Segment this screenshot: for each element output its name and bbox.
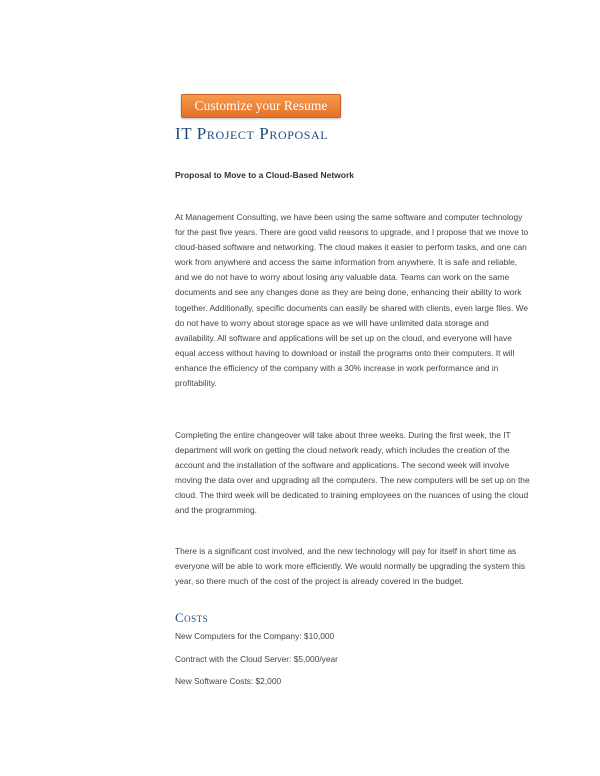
paragraph-intro: At Management Consulting, we have been using the same software and computer technology for the past five years. There are good valid reasons to upgrade, and I propose that we move to cloud-based software and networking. The cloud makes it easier to perform tasks, and one can work from anywhere and access the same information from anywhere. It is safe and reliable, and we do not have to worry about losing any valuable data. Teams can work on the same documents and see any changes done as they are being done, enhancing their ability to work together. Additionally, specific documents can easily be shared with clients, even large files. We do not have to worry about storage space as we will have unlimited data storage and availability. All software and applications will be set up on the cloud, and everyone will have equal access without having to download or install the programs onto their computers. It will enhance the efficiency of the company with a 30% increase in work performance and in profitability. bbox=[175, 212, 529, 389]
cost-item-computers: New Computers for the Company: $10,000 bbox=[175, 631, 335, 641]
page-title: IT Project Proposal bbox=[175, 124, 329, 143]
paragraph-timeline: Completing the entire changeover will take about three weeks. During the first week, the IT department will work on getting the cloud network ready, which includes the creation of the account and the installation of the software and applications. The second week will involve moving the data over and upgrading all the computers. The new computers will be set up on the cloud. The third week will be dedicated to training employees on the nuances of using the cloud and the programming. bbox=[175, 430, 530, 516]
cost-item-software: New Software Costs: $2,000 bbox=[175, 676, 282, 686]
proposal-subtitle: Proposal to Move to a Cloud-Based Network bbox=[175, 170, 354, 180]
paragraph-cost-summary: There is a significant cost involved, and the new technology will pay for itself in short time as everyone will be able to work more efficiently. We would normally be upgrading the system this year, so there much of the cost of the project is already covered in the budget. bbox=[175, 546, 526, 587]
cost-item-cloud-contract: Contract with the Cloud Server: $5,000/year bbox=[175, 654, 338, 664]
customize-resume-button[interactable]: Customize your Resume bbox=[181, 94, 341, 118]
costs-heading: Costs bbox=[175, 610, 209, 625]
